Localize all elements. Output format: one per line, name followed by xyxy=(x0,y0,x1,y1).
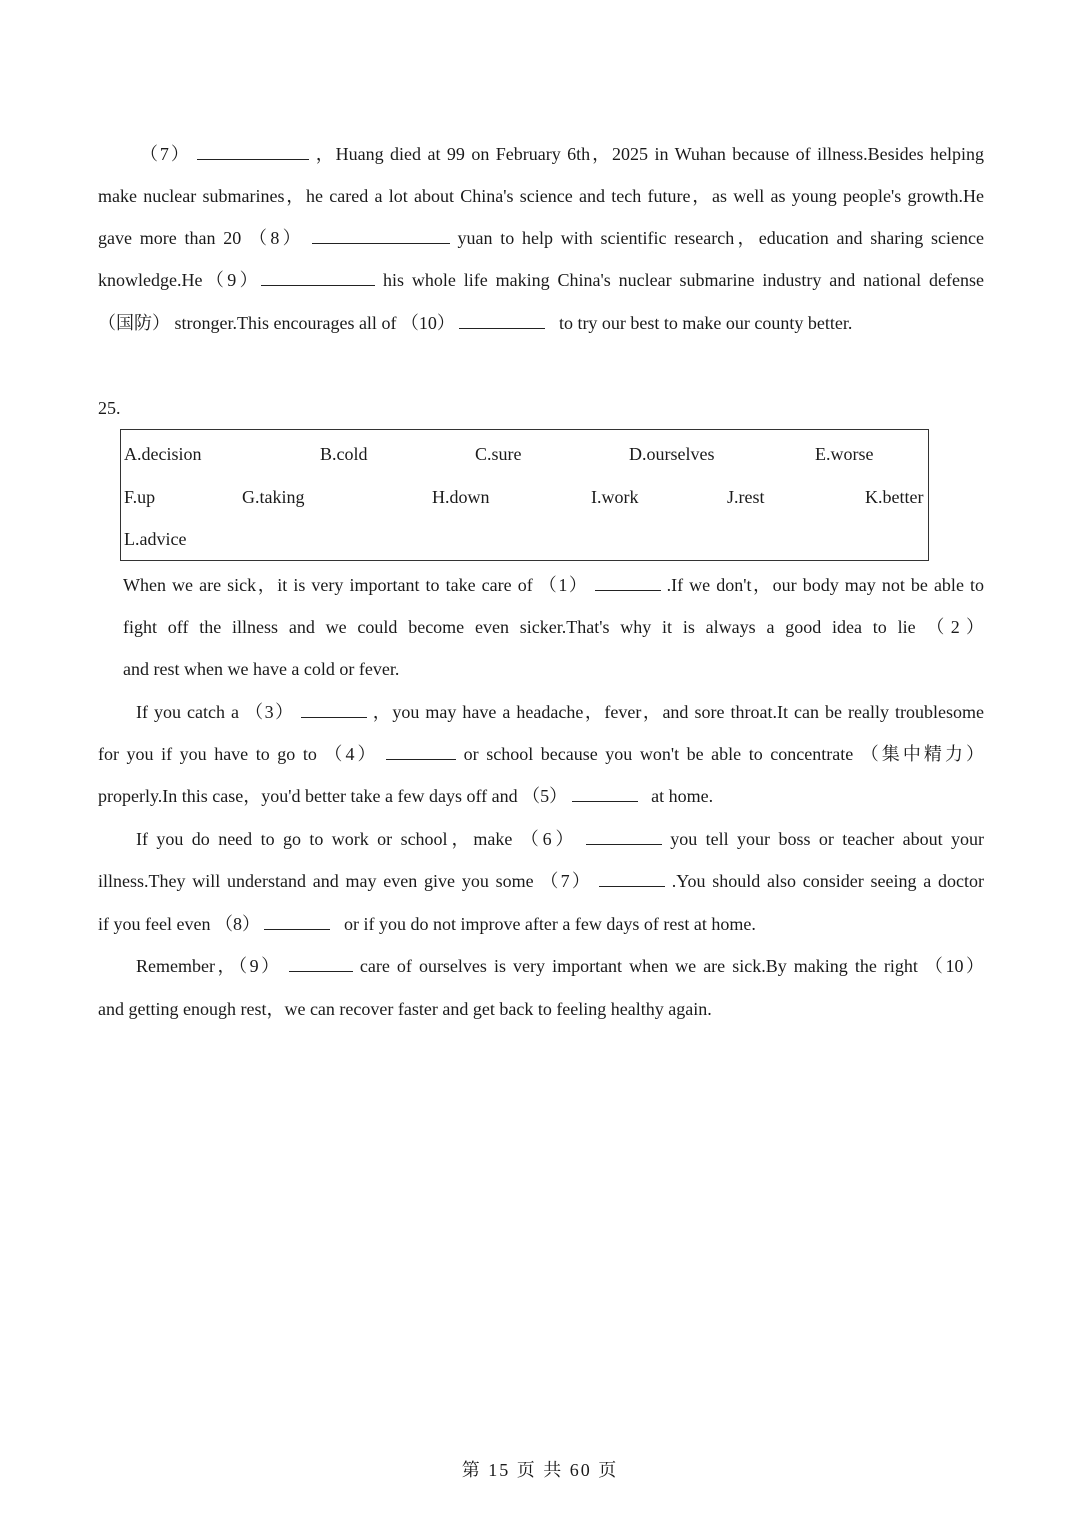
passage-line: and getting enough rest，we can recover faster and get back to feeling healthy again. xyxy=(98,999,712,1019)
passage-line: When we are sick，it is very important to take care of （1） .If we don't，our body may not be able to xyxy=(123,571,984,599)
passage-line: fight off the illness and we could become even sicker.That's why it is always a good idea to lie （2） xyxy=(123,617,984,637)
option-item: K.better xyxy=(865,487,924,507)
option-item: F.up xyxy=(124,487,156,507)
answer-blank[interactable] xyxy=(261,267,375,286)
option-item: D.ourselves xyxy=(629,444,715,464)
answer-blank[interactable] xyxy=(572,783,638,802)
passage-line: make nuclear submarines，he cared a lot about China's science and tech future，as well as young people's growth.He xyxy=(98,186,984,206)
answer-blank[interactable] xyxy=(312,225,450,244)
passage-line: Remember，（9） care of ourselves is very important when we are sick.By making the right （10） xyxy=(98,952,984,980)
passage-line: knowledge.He（9） his whole life making China's nuclear submarine industry and national defense xyxy=(98,266,984,294)
passage-line: （国防） stronger.This encourages all of （10） to try our best to make our county better. xyxy=(98,309,984,337)
passage-line: If you do need to go to work or school，make （6） you tell your boss or teacher about your xyxy=(98,825,984,853)
option-item: E.worse xyxy=(815,444,874,464)
answer-blank[interactable] xyxy=(459,310,545,329)
passage-line: gave more than 20 （8） yuan to help with scientific research，education and sharing science xyxy=(98,224,984,252)
passage-line: if you feel even （8） or if you do not improve after a few days of rest at home. xyxy=(98,910,984,938)
answer-blank[interactable] xyxy=(197,141,309,160)
answer-blank[interactable] xyxy=(599,868,665,887)
passage-line: If you catch a （3） ，you may have a headache，fever，and sore throat.It can be really troublesome xyxy=(98,698,984,726)
answer-blank[interactable] xyxy=(386,741,456,760)
option-item: C.sure xyxy=(475,444,522,464)
passage-line: （7） ，Huang died at 99 on February 6th，2025 in Wuhan because of illness.Besides helping xyxy=(98,140,984,168)
word-bank-box xyxy=(120,429,929,561)
passage-line: illness.They will understand and may even give you some （7） .You should also consider seeing a doctor xyxy=(98,867,984,895)
passage-line: for you if you have to go to （4） or school because you won't be able to concentrate （集中精力） xyxy=(98,740,984,768)
answer-blank[interactable] xyxy=(289,953,353,972)
answer-blank[interactable] xyxy=(264,911,330,930)
page-footer: 第 15 页 共 60 页 xyxy=(461,1460,619,1480)
question-number: 25. xyxy=(98,398,121,418)
answer-blank[interactable] xyxy=(301,699,367,718)
option-item: L.advice xyxy=(124,529,187,549)
passage-line: properly.In this case，you'd better take a few days off and （5） at home. xyxy=(98,782,984,810)
option-item: A.decision xyxy=(124,444,202,464)
option-item: G.taking xyxy=(242,487,305,507)
answer-blank[interactable] xyxy=(586,826,662,845)
option-item: B.cold xyxy=(320,444,368,464)
option-item: H.down xyxy=(432,487,490,507)
passage-line: and rest when we have a cold or fever. xyxy=(123,659,400,679)
option-item: I.work xyxy=(591,487,639,507)
answer-blank[interactable] xyxy=(595,572,661,591)
option-item: J.rest xyxy=(727,487,765,507)
